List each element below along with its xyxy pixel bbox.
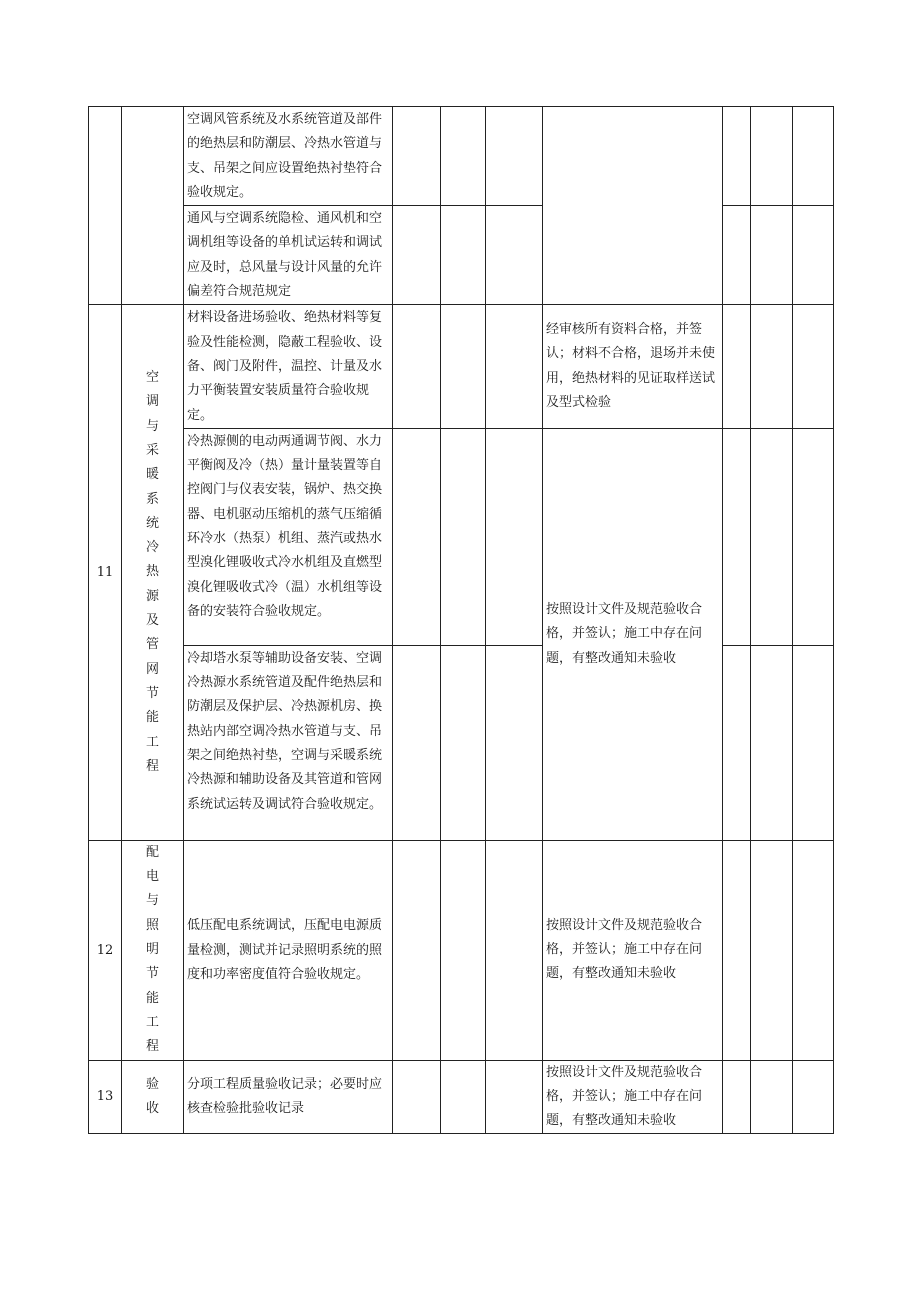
empty-cell — [486, 206, 543, 305]
empty-cell — [486, 645, 543, 840]
empty-cell — [393, 107, 441, 206]
inspection-table — [88, 106, 834, 1134]
empty-cell — [751, 206, 793, 305]
requirement-cell: 通风与空调系统隐检、通风机和空调机组等设备的单机试运转和调试应及时，总风量与设计风量的允许偏差符合规范规定 — [184, 206, 393, 305]
empty-cell — [441, 107, 486, 206]
empty-cell — [393, 645, 441, 840]
requirement-cell: 冷却塔水泵等辅助设备安装、空调冷热源水系统管道及配件绝热层和防潮层及保护层、冷热源机房、换热站内部空调冷热水管道与支、吊架之间绝热衬垫，空调与采暖系统冷热源和辅助设备及其管道和管网系统试运转及调试符合验收规定。 — [184, 645, 393, 840]
empty-cell — [441, 645, 486, 840]
table-row — [89, 305, 834, 428]
remark-cell — [543, 107, 723, 305]
remark-cell: 按照设计文件及规范验收合格，并签认；施工中存在问题，有整改通知未验收 — [543, 428, 723, 840]
empty-cell — [793, 1060, 834, 1134]
requirement-cell: 材料设备进场验收、绝热材料等复验及性能检测，隐蔽工程验收、设备、阀门及附件，温控、计量及水力平衡装置安装质量符合验收规定。 — [184, 305, 393, 428]
empty-cell — [441, 305, 486, 428]
empty-cell — [441, 1060, 486, 1134]
remark-cell: 经审核所有资料合格，并签认；材料不合格，退场并未使用，绝热材料的见证取样送试及型式检验 — [543, 305, 723, 428]
empty-cell — [751, 107, 793, 206]
empty-cell — [751, 645, 793, 840]
category-label: 配电与照明节能工程 — [145, 844, 159, 1055]
category-cell — [122, 107, 184, 305]
empty-cell — [793, 428, 834, 645]
empty-cell — [723, 1060, 751, 1134]
empty-cell — [751, 305, 793, 428]
row-number-cell — [89, 107, 122, 305]
row-number-cell: 12 — [89, 840, 122, 1060]
empty-cell — [723, 107, 751, 206]
table-row — [89, 206, 834, 305]
empty-cell — [751, 840, 793, 1060]
empty-cell — [793, 840, 834, 1060]
empty-cell — [486, 107, 543, 206]
empty-cell — [751, 1060, 793, 1134]
empty-cell — [486, 840, 543, 1060]
empty-cell — [793, 107, 834, 206]
category-label: 验收 — [145, 1076, 159, 1116]
requirement-cell: 分项工程质量验收记录；必要时应核查检验批验收记录 — [184, 1060, 393, 1134]
empty-cell — [723, 840, 751, 1060]
category-cell — [122, 1060, 184, 1134]
empty-cell — [793, 645, 834, 840]
requirement-cell: 低压配电系统调试，压配电电源质量检测，测试并记录照明系统的照度和功率密度值符合验收规定。 — [184, 840, 393, 1060]
table-row — [89, 107, 834, 206]
table-row — [89, 645, 834, 840]
empty-cell — [393, 1060, 441, 1134]
empty-cell — [723, 645, 751, 840]
empty-cell — [441, 206, 486, 305]
category-label: 空调与采暖系统冷热源及管网节能工程 — [145, 370, 159, 774]
empty-cell — [486, 305, 543, 428]
empty-cell — [723, 428, 751, 645]
empty-cell — [441, 428, 486, 645]
category-cell — [122, 840, 184, 1060]
empty-cell — [751, 428, 793, 645]
category-cell — [122, 305, 184, 840]
requirement-cell: 冷热源侧的电动两通调节阀、水力平衡阀及冷（热）量计量装置等自控阀门与仪表安装，锅炉、热交换器、电机驱动压缩机的蒸气压缩循环冷水（热泵）机组、蒸汽或热水型溴化锂吸收式冷水机组及直燃型溴化锂吸收式冷（温）水机组等设备的安装符合验收规定。 — [184, 428, 393, 645]
remark-cell: 按照设计文件及规范验收合格，并签认；施工中存在问题，有整改通知未验收 — [543, 840, 723, 1060]
table-row — [89, 428, 834, 645]
remark-cell: 按照设计文件及规范验收合格，并签认；施工中存在问题，有整改通知未验收 — [543, 1060, 723, 1134]
requirement-cell: 空调风管系统及水系统管道及部件的绝热层和防潮层、冷热水管道与支、吊架之间应设置绝热衬垫符合验收规定。 — [184, 107, 393, 206]
empty-cell — [393, 206, 441, 305]
row-number-cell: 11 — [89, 305, 122, 840]
table-row — [89, 1060, 834, 1134]
empty-cell — [723, 206, 751, 305]
empty-cell — [793, 305, 834, 428]
empty-cell — [486, 1060, 543, 1134]
empty-cell — [723, 305, 751, 428]
empty-cell — [393, 428, 441, 645]
table-row — [89, 840, 834, 1060]
row-number-cell: 13 — [89, 1060, 122, 1134]
empty-cell — [393, 840, 441, 1060]
empty-cell — [793, 206, 834, 305]
empty-cell — [441, 840, 486, 1060]
empty-cell — [393, 305, 441, 428]
empty-cell — [486, 428, 543, 645]
